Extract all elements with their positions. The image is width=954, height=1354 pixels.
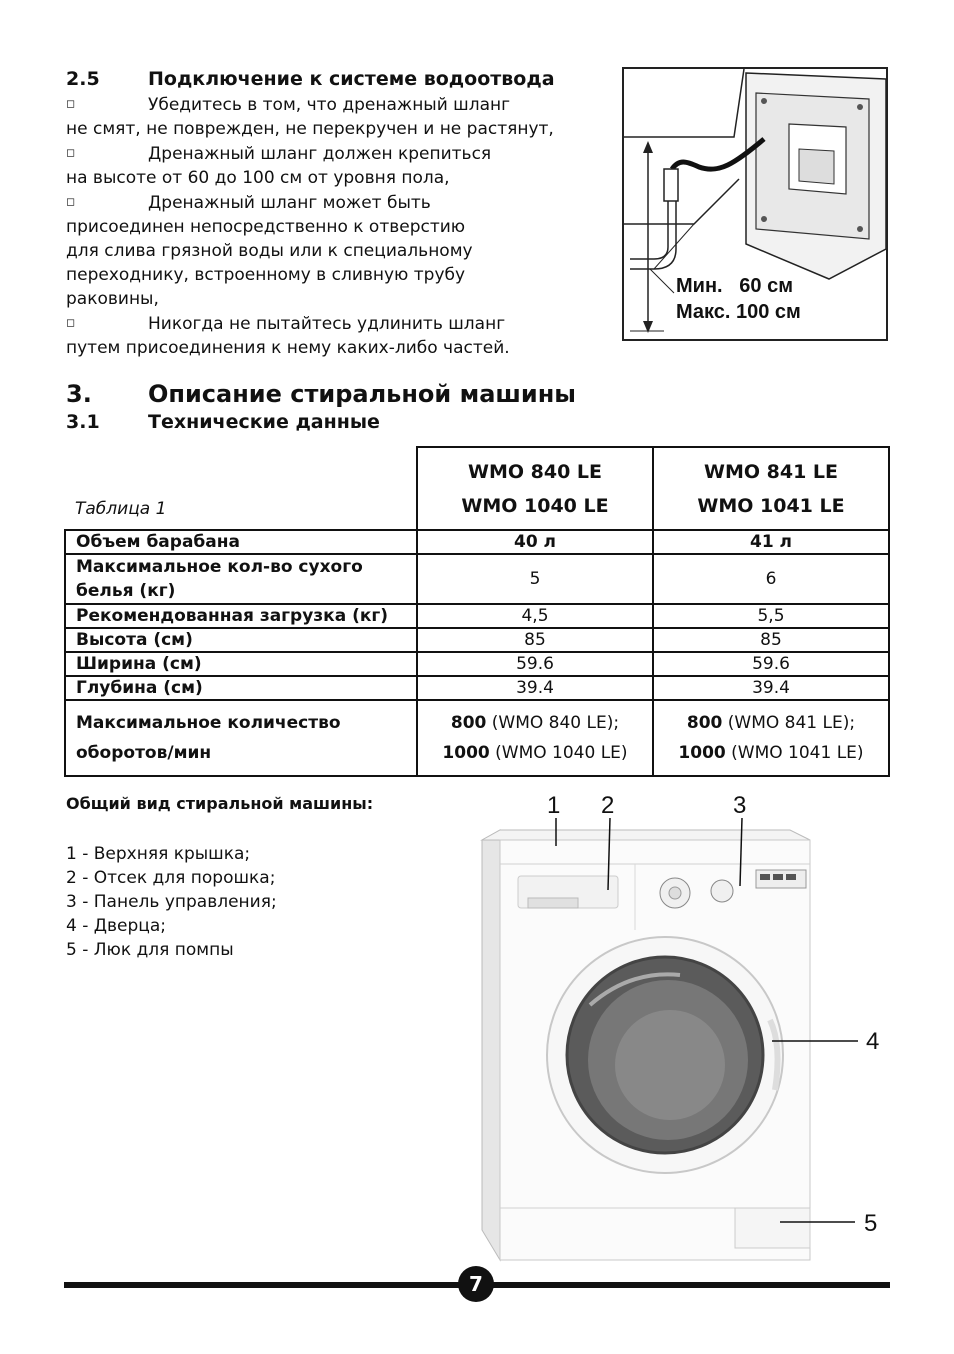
cell-value: 59.6 — [653, 652, 889, 676]
model-b-header — [653, 447, 889, 530]
callout-1: 1 — [547, 792, 561, 819]
cell-value: 59.6 — [417, 652, 653, 676]
table-caption: Таблица 1 — [75, 499, 167, 519]
rpm-model: (WMO 841 LE); — [722, 713, 856, 733]
cell-value: 85 — [653, 628, 889, 652]
section-title: Технические данные — [148, 411, 380, 433]
technical-data-table — [64, 446, 890, 777]
cell-value: 85 — [417, 628, 653, 652]
section-number: 3. — [66, 380, 92, 408]
section-3-heading — [66, 380, 576, 408]
section-3-1-heading — [66, 411, 380, 433]
cell-value: 5 — [417, 554, 653, 604]
row-label: Максимальное кол-во сухого белья (кг) — [65, 554, 417, 604]
parts-list — [66, 842, 277, 962]
table-row — [65, 530, 889, 554]
model-name: WMO 841 LE — [704, 460, 838, 483]
callout-3: 3 — [733, 792, 747, 819]
table-row — [65, 628, 889, 652]
overview-heading: Общий вид стиральной машины: — [66, 794, 374, 813]
line: раковины, — [66, 289, 159, 309]
model-name: WMO 1041 LE — [697, 494, 845, 517]
rpm-value: 800 — [450, 713, 487, 733]
section-2-5-heading — [66, 68, 555, 90]
rpm-value: 1000 — [678, 743, 726, 763]
model-name: WMO 840 LE — [468, 460, 602, 483]
bullet-icon: ◻ — [66, 195, 76, 208]
rpm-model: (WMO 1041 LE) — [725, 743, 864, 763]
max-height-label: Макс. 100 см — [676, 301, 801, 323]
cell-value: 41 л — [653, 530, 889, 554]
cell-value: 39.4 — [653, 676, 889, 700]
line: Дренажный шланг может быть — [148, 193, 431, 213]
table-row — [65, 604, 889, 628]
line: не смят, не поврежден, не перекручен и не растянут, — [66, 119, 554, 139]
min-height-label: Мин. 60 см — [676, 275, 793, 297]
line: Дренажный шланг должен крепиться — [148, 144, 492, 164]
callout-5: 5 — [864, 1210, 878, 1237]
table-row — [65, 652, 889, 676]
line: Убедитесь в том, что дренажный шланг — [148, 95, 511, 115]
page-number: 7 — [458, 1266, 494, 1302]
bullet-icon: ◻ — [66, 97, 76, 110]
section-title: Описание стиральной машины — [148, 380, 576, 408]
rpm-value: 1000 — [442, 743, 490, 763]
cell-value: 4,5 — [417, 604, 653, 628]
section-number: 2.5 — [66, 68, 100, 90]
callout-4: 4 — [866, 1028, 880, 1055]
line: для слива грязной воды или к специальному — [66, 241, 473, 261]
row-label: Максимальное количество оборотов/мин — [65, 700, 417, 776]
washing-machine-illustration — [470, 790, 890, 1270]
list-item: 1 - Верхняя крышка; — [66, 844, 251, 864]
list-item: 5 - Люк для помпы — [66, 940, 234, 960]
cell-value: 40 л — [417, 530, 653, 554]
rpm-value: 800 — [686, 713, 723, 733]
cell-value: 5,5 — [653, 604, 889, 628]
rpm-model: (WMO 840 LE); — [486, 713, 620, 733]
row-label: Высота (см) — [65, 628, 417, 652]
row-label: Объем барабана — [65, 530, 417, 554]
bullet-icon: ◻ — [66, 146, 76, 159]
rpm-cell-b — [653, 700, 889, 776]
bullet-icon: ◻ — [66, 316, 76, 329]
list-item: 4 - Дверца; — [66, 916, 167, 936]
cell-value: 39.4 — [417, 676, 653, 700]
drain-hose-illustration — [624, 69, 886, 339]
row-label: Рекомендованная загрузка (кг) — [65, 604, 417, 628]
line: на высоте от 60 до 100 см от уровня пола, — [66, 168, 450, 188]
row-label: Ширина (см) — [65, 652, 417, 676]
table-row — [65, 554, 889, 604]
line: путем присоединения к нему каких-либо частей. — [66, 338, 510, 358]
callout-2: 2 — [601, 792, 615, 819]
drain-instructions — [66, 92, 554, 360]
cell-value: 6 — [653, 554, 889, 604]
model-name: WMO 1040 LE — [461, 494, 609, 517]
table-header-row — [65, 447, 889, 530]
rpm-cell-a — [417, 700, 653, 776]
line: Никогда не пытайтесь удлинить шланг — [148, 314, 506, 334]
drain-hose-figure — [622, 67, 888, 341]
section-title: Подключение к системе водоотвода — [148, 68, 555, 90]
line: присоединен непосредственно к отверстию — [66, 217, 466, 237]
list-item: 2 - Отсек для порошка; — [66, 868, 276, 888]
row-label: Глубина (см) — [65, 676, 417, 700]
list-item: 3 - Панель управления; — [66, 892, 277, 912]
line: переходнику, встроенному в сливную трубу — [66, 265, 466, 285]
table-row — [65, 676, 889, 700]
model-a-header — [417, 447, 653, 530]
section-number: 3.1 — [66, 411, 100, 433]
rpm-model: (WMO 1040 LE) — [489, 743, 628, 763]
table-row-rpm — [65, 700, 889, 776]
